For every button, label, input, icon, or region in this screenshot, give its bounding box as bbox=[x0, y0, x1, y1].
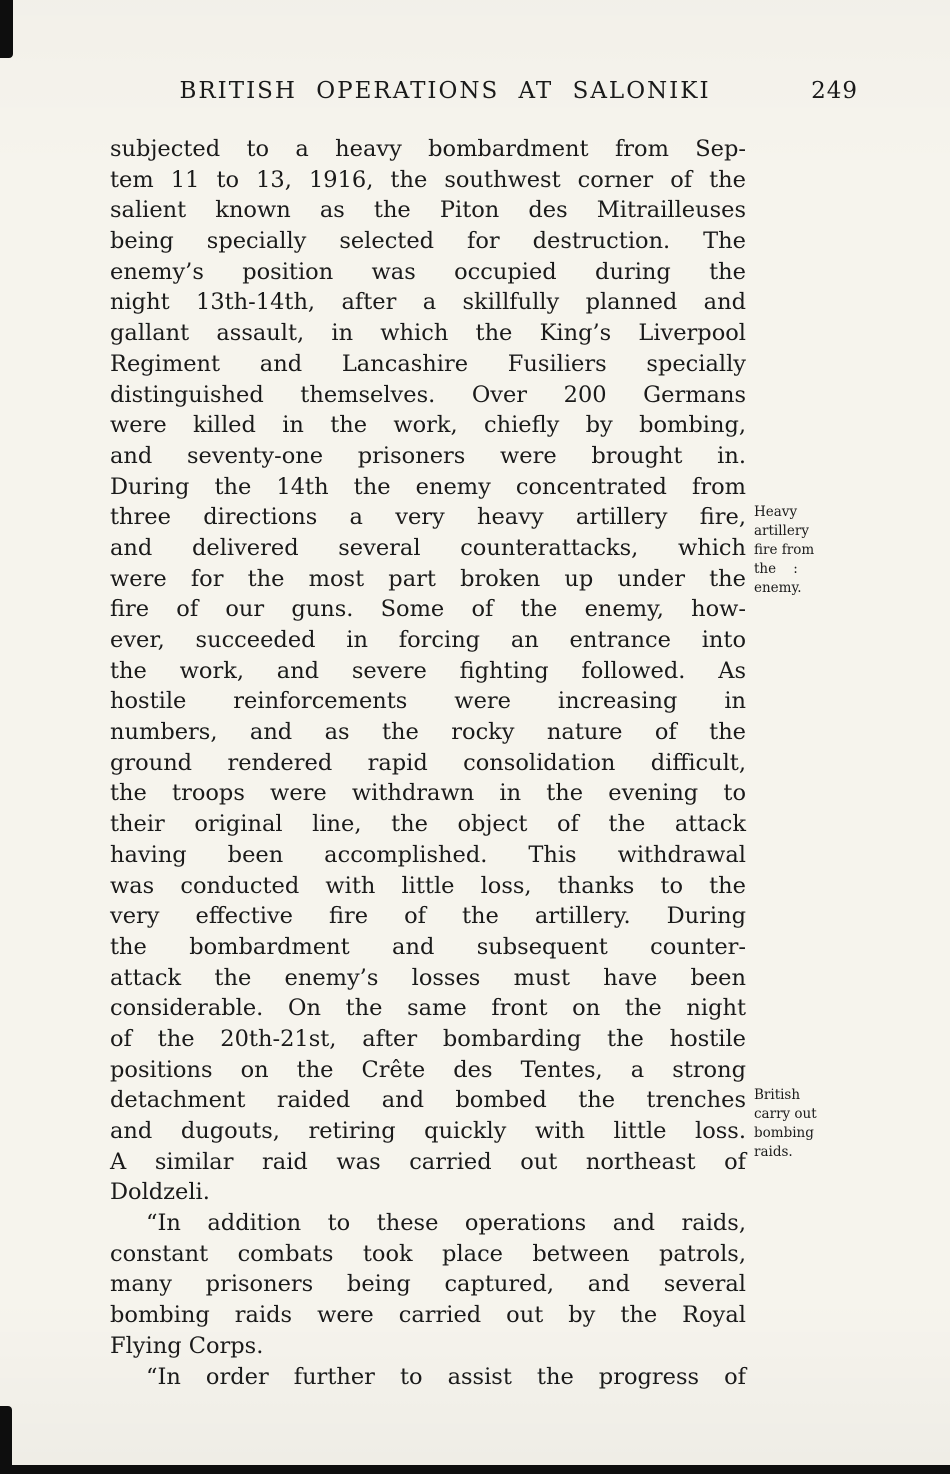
text-line: of the 20th-21st, after bombarding the hostile bbox=[110, 1025, 746, 1052]
text-line: A similar raid was carried out northeast of bbox=[110, 1148, 746, 1175]
margin-note-line: British bbox=[754, 1087, 801, 1103]
page-header bbox=[110, 78, 858, 108]
text-line: “In order further to assist the progress of bbox=[146, 1363, 746, 1390]
body-text bbox=[110, 134, 746, 1392]
margin-note-line: fire from bbox=[754, 542, 815, 558]
margin-note-line: raids. bbox=[754, 1144, 793, 1160]
margin-note-line: artillery bbox=[754, 523, 809, 539]
margin-note-line: the : bbox=[754, 561, 798, 577]
text-line: attack the enemy’s losses must have been bbox=[110, 964, 746, 991]
text-line: During the 14th the enemy concentrated from bbox=[110, 473, 746, 500]
margin-note-line: carry out bbox=[754, 1106, 817, 1122]
text-line: numbers, and as the rocky nature of the bbox=[110, 719, 746, 746]
text-line: fire of our guns. Some of the enemy, how- bbox=[110, 596, 746, 623]
text-line: were killed in the work, chiefly by bombing, bbox=[110, 412, 746, 439]
text-line: Regiment and Lancashire Fusiliers specially bbox=[110, 350, 746, 377]
running-title: BRITISH OPERATIONS AT SALONIKI bbox=[179, 78, 711, 104]
text-line: Flying Corps. bbox=[110, 1332, 264, 1359]
text-line: ground rendered rapid consolidation difficult, bbox=[110, 749, 746, 776]
text-line: and dugouts, retiring quickly with little loss. bbox=[110, 1118, 746, 1144]
text-line: night 13th-14th, after a skillfully planned and bbox=[110, 289, 746, 316]
margin-note-line: Heavy bbox=[754, 504, 798, 520]
text-line: hostile reinforcements were increasing in bbox=[110, 688, 746, 715]
text-line: their original line, the object of the attack bbox=[110, 811, 746, 838]
page-number: 249 bbox=[811, 78, 858, 104]
text-line: was conducted with little loss, thanks to the bbox=[110, 872, 746, 899]
text-line: constant combats took place between patrols, bbox=[110, 1240, 746, 1267]
text-line: having been accomplished. This withdrawal bbox=[110, 841, 746, 868]
text-line: many prisoners being captured, and several bbox=[110, 1271, 746, 1298]
text-line: being specially selected for destruction. The bbox=[110, 228, 746, 255]
text-line: salient known as the Piton des Mitrailleuses bbox=[110, 197, 746, 224]
scan-artifact-top-left bbox=[0, 0, 13, 58]
text-line: the bombardment and subsequent counter- bbox=[110, 933, 746, 960]
text-line: enemy’s position was occupied during the bbox=[110, 258, 746, 285]
text-line: the troops were withdrawn in the evening to bbox=[110, 780, 746, 807]
text-line: bombing raids were carried out by the Royal bbox=[110, 1302, 746, 1329]
text-line: and seventy-one prisoners were brought in. bbox=[110, 442, 746, 469]
text-line: were for the most part broken up under the bbox=[110, 565, 746, 592]
text-line: tem 11 to 13, 1916, the southwest corner of the bbox=[110, 166, 746, 193]
margin-note-line: enemy. bbox=[754, 580, 802, 596]
text-line: considerable. On the same front on the night bbox=[110, 995, 746, 1022]
text-line: positions on the Crête des Tentes, a strong bbox=[110, 1056, 746, 1083]
text-line: Doldzeli. bbox=[110, 1179, 210, 1206]
text-line: subjected to a heavy bombardment from Sep- bbox=[110, 136, 746, 162]
text-line: ever, succeeded in forcing an entrance into bbox=[110, 627, 746, 653]
text-line: the work, and severe fighting followed. As bbox=[110, 657, 746, 684]
scan-artifact-bottom-edge bbox=[0, 1465, 950, 1474]
text-line: three directions a very heavy artillery fire, bbox=[110, 504, 746, 531]
text-line: detachment raided and bombed the trenches bbox=[110, 1087, 746, 1114]
text-line: gallant assault, in which the King’s Liverpool bbox=[110, 320, 746, 347]
margin-note-heavy-artillery bbox=[754, 503, 862, 598]
text-line: and delivered several counterattacks, which bbox=[110, 534, 746, 561]
text-line: very effective fire of the artillery. During bbox=[110, 903, 746, 930]
margin-note-british-raids bbox=[754, 1086, 862, 1162]
margin-note-line: bombing bbox=[754, 1125, 814, 1141]
text-line: “In addition to these operations and raids, bbox=[146, 1210, 746, 1237]
scan-artifact-bottom-left bbox=[0, 1406, 12, 1474]
text-line: distinguished themselves. Over 200 Germans bbox=[110, 381, 746, 408]
